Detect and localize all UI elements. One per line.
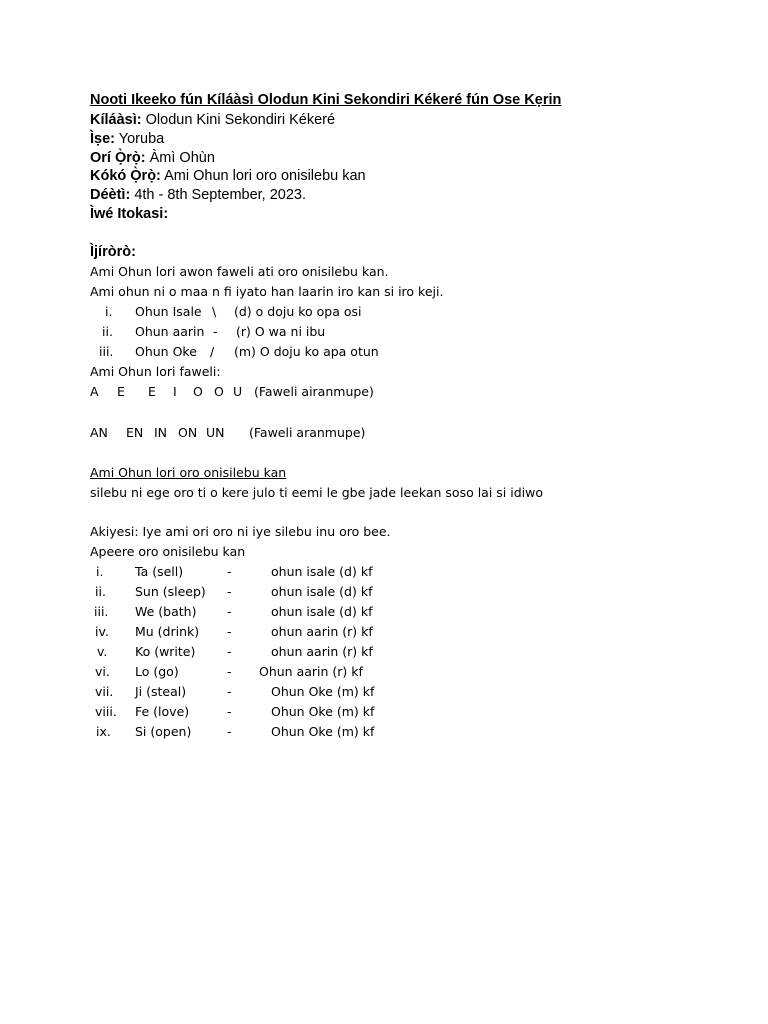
example-tone: ohun isale (d) kf [271, 564, 373, 579]
list-number: iii. [94, 604, 109, 619]
example-word: Lo (go) [135, 664, 179, 679]
field-label: Kókó Ọ̀rọ̀: [90, 168, 161, 184]
vowel: IN [154, 425, 168, 440]
field-subtopic [90, 168, 366, 184]
list-number: v. [97, 644, 108, 659]
definition: silebu ni ege oro ti o kere julo ti eemi le gbe jade leekan soso lai si idiwo [90, 485, 544, 500]
field-label: Kíláàsì: [90, 112, 142, 128]
vowel: AN [90, 425, 108, 440]
vowel: EN [126, 425, 144, 440]
field-value: Yoruba [118, 131, 165, 147]
vowel-type-label: (Faweli aranmupe) [249, 425, 366, 440]
field-reference [90, 206, 168, 222]
tone-description: (d) o doju ko opa osi [234, 304, 362, 319]
field-value: Ami Ohun lori oro onisilebu kan [164, 168, 366, 184]
vowel: O [193, 384, 203, 399]
example-tone: ohun aarin (r) kf [271, 624, 373, 639]
field-label: Ìṣe: [90, 131, 115, 147]
example-dash: - [227, 584, 232, 599]
tone-mark: - [213, 324, 218, 339]
example-dash: - [227, 644, 232, 659]
example-word: Ko (write) [135, 644, 196, 659]
field-value: Olodun Kini Sekondiri Kékeré [145, 112, 336, 128]
field-date [90, 187, 306, 203]
list-number: i. [105, 304, 113, 319]
list-number: viii. [95, 704, 117, 719]
list-number: vi. [95, 664, 110, 679]
example-tone: Ohun Oke (m) kf [271, 704, 375, 719]
example-dash: - [227, 624, 232, 639]
intro-line-2: Ami ohun ni o maa n fi iyato han laarin iro kan si iro keji. [90, 284, 444, 299]
list-number: ii. [102, 324, 113, 339]
tone-name: Ohun aarin [135, 324, 205, 339]
vowel: U [233, 384, 243, 399]
example-dash: - [227, 664, 232, 679]
tone-mark: \ [212, 304, 217, 319]
vowel: O [214, 384, 224, 399]
example-tone: ohun isale (d) kf [271, 584, 373, 599]
example-word: Ta (sell) [135, 564, 184, 579]
example-word: Si (open) [135, 724, 192, 739]
note: Akiyesi: Iye ami ori oro ni iye silebu inu oro bee. [90, 524, 391, 539]
example-word: We (bath) [135, 604, 197, 619]
tone-mark: / [210, 344, 215, 359]
vowel: ON [178, 425, 198, 440]
vowel: E [117, 384, 125, 399]
list-number: iv. [95, 624, 109, 639]
intro-line-1: Ami Ohun lori awon faweli ati oro onisilebu kan. [90, 264, 389, 279]
field-subject [90, 131, 164, 147]
example-word: Ji (steal) [135, 684, 187, 699]
example-tone: Ohun Oke (m) kf [271, 684, 375, 699]
field-label: Orí Ọ̀rọ̀: [90, 150, 146, 166]
example-dash: - [227, 704, 232, 719]
list-number: ii. [95, 584, 106, 599]
list-number: ix. [96, 724, 111, 739]
list-number: vii. [95, 684, 114, 699]
vowel: UN [206, 425, 225, 440]
example-tone: Ohun Oke (m) kf [271, 724, 375, 739]
example-dash: - [227, 684, 232, 699]
example-dash: - [227, 564, 232, 579]
field-label: Ìwé Itokasi: [90, 206, 169, 222]
vowel-type-label: (Faweli airanmupe) [254, 384, 374, 399]
vowel: I [173, 384, 177, 399]
subheading: Ami Ohun lori oro onisilebu kan [90, 465, 287, 480]
example-dash: - [227, 724, 232, 739]
list-number: iii. [99, 344, 114, 359]
vowel: E [148, 384, 156, 399]
field-class [90, 112, 335, 128]
example-dash: - [227, 604, 232, 619]
example-tone: ohun aarin (r) kf [271, 644, 373, 659]
tone-description: (m) O doju ko apa otun [234, 344, 379, 359]
field-value: 4th - 8th September, 2023. [134, 187, 307, 203]
field-topic [90, 150, 215, 166]
tone-name: Ohun Oke [135, 344, 197, 359]
tone-name: Ohun Isale [135, 304, 202, 319]
field-value: Àmì Ohùn [149, 150, 215, 166]
example-tone: Ohun aarin (r) kf [259, 664, 363, 679]
field-label: Déètì: [90, 187, 131, 203]
page-title: Nooti Ikeeko fún Kíláàsì Olodun Kini Sekondiri Kékeré fún Ose Kẹrin [90, 92, 562, 108]
vowels-heading: Ami Ohun lori faweli: [90, 364, 221, 379]
example-word: Fe (love) [135, 704, 190, 719]
tone-description: (r) O wa ni ibu [236, 324, 326, 339]
example-word: Mu (drink) [135, 624, 200, 639]
section-heading: Ìjíròrò: [90, 244, 136, 260]
example-tone: ohun isale (d) kf [271, 604, 373, 619]
example-word: Sun (sleep) [135, 584, 206, 599]
list-number: i. [96, 564, 104, 579]
examples-heading: Apeere oro onisilebu kan [90, 544, 246, 559]
vowel: A [90, 384, 99, 399]
